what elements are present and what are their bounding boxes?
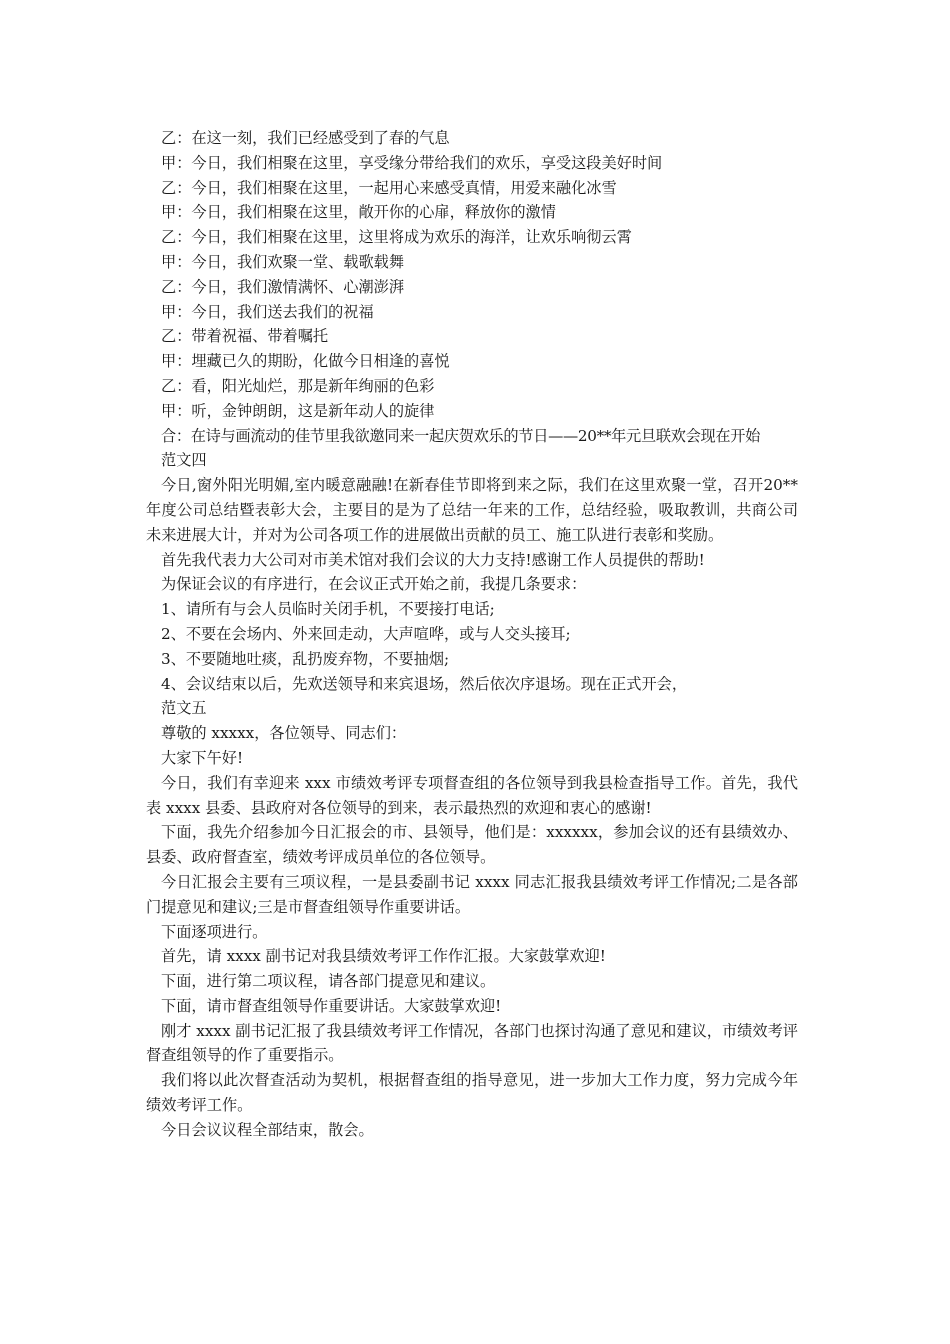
section-heading-fanwen5: 范文五 xyxy=(161,699,207,718)
dialog-line: 乙：今日，我们激情满怀、心潮澎湃 xyxy=(161,277,404,296)
dialog-line: 甲：今日，我们相聚在这里，敞开你的心扉，释放你的激情 xyxy=(161,203,556,222)
paragraph: 为保证会议的有序进行，在会议正式开始之前，我提几条要求： xyxy=(161,575,587,594)
document-body xyxy=(146,126,798,1143)
paragraph: 刚才 xxxx 副书记汇报了我县绩效考评工作情况，各部门也探讨沟通了意见和建议，市绩效考评督查组领导的作了重要指示。 xyxy=(146,1021,798,1065)
dialog-line: 合：在诗与画流动的佳节里我欲邀同来一起庆贺欢乐的节日——20**年元旦联欢会现在开始 xyxy=(161,426,761,445)
paragraph: 下面，进行第二项议程，请各部门提意见和建议。 xyxy=(161,972,496,991)
dialog-line: 乙：今日，我们相聚在这里，一起用心来感受真情，用爱来融化冰雪 xyxy=(161,178,617,197)
dialog-line: 乙：在这一刻，我们已经感受到了春的气息 xyxy=(161,129,450,147)
paragraph: 我们将以此次督查活动为契机，根据督查组的指导意见，进一步加大工作力度，努力完成今年绩效考评工作。 xyxy=(146,1071,798,1115)
greeting: 大家下午好! xyxy=(161,748,244,767)
dialog-line: 乙：今日，我们相聚在这里，这里将成为欢乐的海洋，让欢乐响彻云霄 xyxy=(161,228,632,247)
closing-line: 今日会议议程全部结束，散会。 xyxy=(161,1120,374,1139)
dialog-line: 甲：听，金钟朗朗，这是新年动人的旋律 xyxy=(161,401,435,420)
list-item: 3、不要随地吐痰，乱扔废弃物，不要抽烟; xyxy=(161,649,450,668)
paragraph: 今日,窗外阳光明媚,室内暖意融融!在新春佳节即将到来之际，我们在这里欢聚一堂，召开20**年度公司总结暨表彰大会，主要目的是为了总结一年来的工作，总结经验，吸取教训，共商公司未来进展大计，并对为公司各项工作的进展做出贡献的员工、施工队进行表彰和奖励。 xyxy=(146,476,798,544)
dialog-line: 乙：带着祝福、带着嘱托 xyxy=(161,327,329,346)
list-item: 1、请所有与会人员临时关闭手机，不要接打电话; xyxy=(161,600,495,619)
paragraph: 今日，我们有幸迎来 xxx 市绩效考评专项督查组的各位领导到我县检查指导工作。首先，我代表 xxxx 县委、县政府对各位领导的到来，表示最热烈的欢迎和衷心的感谢! xyxy=(146,773,798,817)
dialog-line: 甲：今日，我们欢聚一堂、载歌载舞 xyxy=(161,252,404,271)
list-item: 2、不要在会场内、外来回走动，大声喧哗，或与人交头接耳; xyxy=(161,624,571,643)
dialog-line: 甲：埋藏已久的期盼，化做今日相逢的喜悦 xyxy=(161,352,450,371)
paragraph: 首先我代表力大公司对市美术馆对我们会议的大力支持!感谢工作人员提供的帮助! xyxy=(161,550,705,569)
salutation: 尊敬的 xxxxx，各位领导、同志们： xyxy=(161,724,407,743)
paragraph: 下面，请市督查组领导作重要讲话。大家鼓掌欢迎! xyxy=(161,996,502,1015)
paragraph: 今日汇报会主要有三项议程，一是县委副书记 xxxx 同志汇报我县绩效考评工作情况;二是各部门提意见和建议;三是市督查组领导作重要讲话。 xyxy=(146,872,798,916)
paragraph: 首先，请 xxxx 副书记对我县绩效考评工作作汇报。大家鼓掌欢迎! xyxy=(161,947,606,966)
section-heading-fanwen4: 范文四 xyxy=(161,451,207,470)
dialog-line: 乙：看，阳光灿烂，那是新年绚丽的色彩 xyxy=(161,376,435,395)
dialog-line: 甲：今日，我们送去我们的祝福 xyxy=(161,302,374,321)
list-item: 4、会议结束以后，先欢送领导和来宾退场，然后依次序退场。现在正式开会， xyxy=(161,674,688,693)
dialog-line: 甲：今日，我们相聚在这里，享受缘分带给我们的欢乐，享受这段美好时间 xyxy=(161,153,663,172)
paragraph: 下面，我先介绍参加今日汇报会的市、县领导，他们是：xxxxxx，参加会议的还有县绩效办、县委、政府督查室，绩效考评成员单位的各位领导。 xyxy=(146,823,798,867)
paragraph: 下面逐项进行。 xyxy=(161,922,268,941)
